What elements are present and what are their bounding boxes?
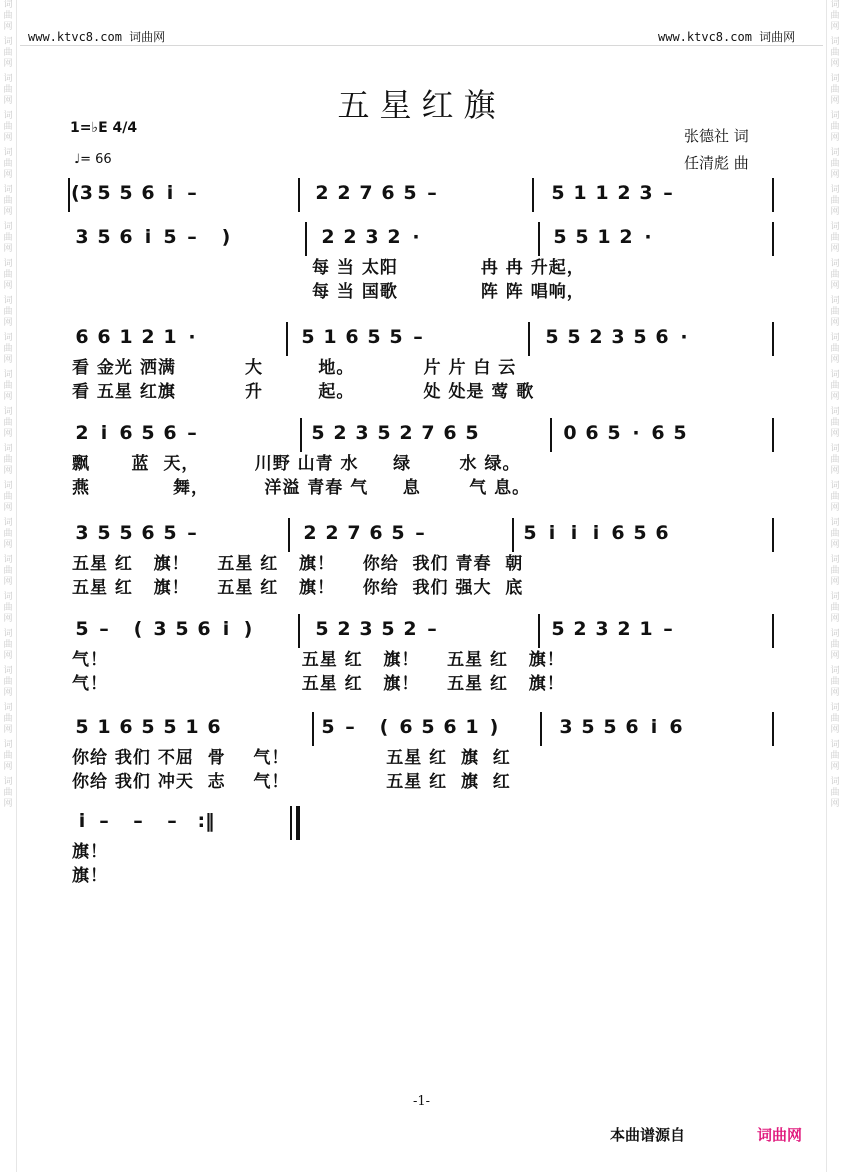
score-note: 2 (75, 422, 89, 444)
score-note: i (548, 522, 556, 544)
score-note: 5 (75, 716, 89, 738)
watermark-glyph: 词曲网 (3, 148, 13, 180)
score-note: – (133, 810, 143, 832)
final-repeat-bar (296, 806, 300, 840)
bar-line (312, 712, 314, 746)
score-note: 6 (443, 422, 457, 444)
score-note: 5 (97, 182, 111, 204)
watermark-glyph: 词曲网 (3, 555, 13, 587)
watermark-url-right: www.ktvc8.com 词曲网 (658, 30, 796, 44)
watermark-glyph: 词曲网 (830, 481, 840, 513)
score-note: 1 (185, 716, 199, 738)
score-note: 1 (573, 182, 587, 204)
score-note: ( (133, 618, 143, 640)
score-note: 5 (119, 522, 133, 544)
score-note: 5 (315, 618, 329, 640)
score-note: i (100, 422, 108, 444)
score-note: 3 (153, 618, 167, 640)
score-note: 3 (639, 182, 653, 204)
score-note: 0 (563, 422, 577, 444)
score-note: ) (221, 226, 231, 248)
bar-line (512, 518, 514, 552)
score-note: 6 (141, 522, 155, 544)
score-note: 2 (573, 618, 587, 640)
watermark-glyph: 词曲网 (3, 259, 13, 291)
score-note: 5 (321, 716, 335, 738)
score-note: i (78, 810, 86, 832)
watermark-glyph: 词曲网 (830, 185, 840, 217)
watermark-glyph: 词曲网 (830, 444, 840, 476)
score-note: 3 (75, 226, 89, 248)
score-note: 2 (617, 618, 631, 640)
score-note: 5 (301, 326, 315, 348)
watermark-glyph: 词曲网 (3, 703, 13, 735)
score-note: – (187, 182, 197, 204)
lyric-line: 看 金光 洒满 大 地。 片 片 白 云 (72, 358, 517, 378)
watermark-glyph: 词曲网 (3, 333, 13, 365)
bar-line (528, 322, 530, 356)
watermark-glyph: 词曲网 (830, 333, 840, 365)
score-note: ) (243, 618, 253, 640)
bar-line (550, 418, 552, 452)
watermark-glyph: 词曲网 (830, 37, 840, 69)
lyric-line: 飘 蓝 天， 川野 山青 水 绿 水 绿。 (72, 454, 521, 474)
score-note: 5 (141, 422, 155, 444)
score-note: 5 (603, 716, 617, 738)
score-note: 2 (387, 226, 401, 248)
lyric-line: 看 五星 红旗 升 起。 处 处是 莺 歌 (72, 382, 535, 402)
score-note: · (632, 422, 640, 444)
right-watermark-strip (826, 0, 843, 1172)
key-signature: 1=♭E 4/4 (70, 120, 138, 136)
watermark-glyph: 词曲网 (830, 148, 840, 180)
bar-line (286, 322, 288, 356)
score-note: 6 (345, 326, 359, 348)
score-note: 6 (399, 716, 413, 738)
score-note: 2 (337, 182, 351, 204)
score-note: 5 (553, 226, 567, 248)
score-note: 2 (617, 182, 631, 204)
bar-line (772, 614, 774, 648)
score-note: 5 (377, 422, 391, 444)
score-note: 6 (669, 716, 683, 738)
score-note: i (650, 716, 658, 738)
watermark-glyph: 词曲网 (830, 629, 840, 661)
score-note: 6 (443, 716, 457, 738)
score-note: 6 (141, 182, 155, 204)
bar-line (300, 418, 302, 452)
lyric-line: 每 当 太阳 冉 冉 升起， (312, 258, 585, 278)
bar-line (538, 614, 540, 648)
score-note: 3 (355, 422, 369, 444)
score-note: 2 (619, 226, 633, 248)
score-note: 2 (321, 226, 335, 248)
score-note: · (680, 326, 688, 348)
watermark-glyph: 词曲网 (3, 629, 13, 661)
score-note: 5 (175, 618, 189, 640)
score-note: – (167, 810, 177, 832)
watermark-glyph: 词曲网 (830, 370, 840, 402)
score-note: – (415, 522, 425, 544)
score-note: – (663, 618, 673, 640)
score-note: 7 (359, 182, 373, 204)
watermark-glyph: 词曲网 (830, 777, 840, 809)
score-note: 5 (633, 326, 647, 348)
score-note: 2 (589, 326, 603, 348)
watermark-glyph: 词曲网 (3, 407, 13, 439)
watermark-glyph: 词曲网 (3, 518, 13, 550)
left-watermark-strip (0, 0, 17, 1172)
bar-line (772, 418, 774, 452)
score-note: – (427, 182, 437, 204)
lyricist-credit: 张德社 词 (684, 127, 749, 145)
score-note: 7 (421, 422, 435, 444)
score-note: – (427, 618, 437, 640)
score-note: 6 (655, 522, 669, 544)
score-note: 5 (367, 326, 381, 348)
score-note: · (412, 226, 420, 248)
score-note: 5 (567, 326, 581, 348)
score-note: 5 (551, 618, 565, 640)
watermark-glyph: 词曲网 (3, 481, 13, 513)
score-note: 1 (595, 182, 609, 204)
score-note: 6 (655, 326, 669, 348)
watermark-glyph: 词曲网 (830, 740, 840, 772)
bar-line (772, 518, 774, 552)
score-note: 6 (585, 422, 599, 444)
score-note: 5 (575, 226, 589, 248)
bar-line (532, 178, 534, 212)
lyric-line: 你给 我们 不屈 骨 气！ 五星 红 旗 红 (72, 748, 511, 768)
score-note: 5 (163, 716, 177, 738)
watermark-glyph: 词曲网 (830, 666, 840, 698)
watermark-glyph: 词曲网 (830, 222, 840, 254)
score-note: 3 (595, 618, 609, 640)
score-note: 5 (673, 422, 687, 444)
score-note: 2 (303, 522, 317, 544)
score-note: ( (379, 716, 389, 738)
score-note: 5 (633, 522, 647, 544)
score-note: 5 (97, 226, 111, 248)
score-note: 7 (347, 522, 361, 544)
score-note: 1 (97, 716, 111, 738)
watermark-glyph: 词曲网 (830, 111, 840, 143)
score-note: 2 (337, 618, 351, 640)
bar-line (288, 518, 290, 552)
watermark-glyph: 词曲网 (3, 296, 13, 328)
score-note: i (570, 522, 578, 544)
score-note: 6 (75, 326, 89, 348)
watermark-glyph: 词曲网 (830, 259, 840, 291)
score-note: 5 (403, 182, 417, 204)
lyric-line: 气！ 五星 红 旗！ 五星 红 旗！ (72, 650, 565, 670)
header-divider (20, 45, 823, 46)
score-note: i (144, 226, 152, 248)
watermark-glyph: 词曲网 (3, 0, 13, 32)
score-note: 5 (465, 422, 479, 444)
score-note: 6 (119, 226, 133, 248)
score-note: 6 (651, 422, 665, 444)
score-note: 5 (523, 522, 537, 544)
score-note: · (644, 226, 652, 248)
bar-line (298, 178, 300, 212)
score-note: 5 (421, 716, 435, 738)
page-number: -1- (412, 1094, 431, 1109)
bar-line (772, 322, 774, 356)
lyric-line: 燕 舞， 洋溢 青春 气 息 气 息。 (72, 478, 531, 498)
score-note: (3 (71, 182, 93, 204)
score-note: 6 (207, 716, 221, 738)
watermark-glyph: 词曲网 (3, 370, 13, 402)
watermark-url-left: www.ktvc8.com 词曲网 (28, 30, 166, 44)
score-note: 5 (75, 618, 89, 640)
score-note: – (187, 422, 197, 444)
tempo-marking: ♩= 66 (74, 152, 112, 167)
watermark-glyph: 词曲网 (830, 518, 840, 550)
lyric-line: 旗！ (72, 842, 108, 862)
score-note: 1 (597, 226, 611, 248)
score-note: – (187, 226, 197, 248)
score-note: 6 (381, 182, 395, 204)
score-note: 6 (625, 716, 639, 738)
score-note: 2 (399, 422, 413, 444)
song-title: 五星红旗 (337, 86, 506, 124)
source-label: 本曲谱源自 (610, 1126, 686, 1144)
score-note: 1 (119, 326, 133, 348)
watermark-glyph: 词曲网 (3, 111, 13, 143)
score-note: 5 (97, 522, 111, 544)
watermark-glyph: 词曲网 (3, 37, 13, 69)
lyric-line: 五星 红 旗！ 五星 红 旗！ 你给 我们 强大 底 (72, 578, 524, 598)
score-note: · (188, 326, 196, 348)
score-note: – (345, 716, 355, 738)
watermark-glyph: 词曲网 (830, 296, 840, 328)
score-note: – (99, 618, 109, 640)
score-note: 5 (581, 716, 595, 738)
score-note: 3 (611, 326, 625, 348)
score-note: 6 (163, 422, 177, 444)
bar-line (538, 222, 540, 256)
score-note: ) (489, 716, 499, 738)
score-note: 5 (381, 618, 395, 640)
lyric-line: 每 当 国歌 阵 阵 唱响， (312, 282, 585, 302)
score-note: 6 (119, 716, 133, 738)
score-note: – (413, 326, 423, 348)
lyric-line: 旗！ (72, 866, 108, 886)
watermark-glyph: 词曲网 (830, 407, 840, 439)
watermark-glyph: 词曲网 (3, 592, 13, 624)
watermark-glyph: 词曲网 (3, 74, 13, 106)
watermark-glyph: 词曲网 (830, 555, 840, 587)
watermark-glyph: 词曲网 (830, 0, 840, 32)
watermark-glyph: 词曲网 (3, 666, 13, 698)
lyric-line: 五星 红 旗！ 五星 红 旗！ 你给 我们 青春 朝 (72, 554, 524, 574)
score-note: 6 (97, 326, 111, 348)
watermark-glyph: 词曲网 (830, 592, 840, 624)
lyric-line: 气！ 五星 红 旗！ 五星 红 旗！ (72, 674, 565, 694)
watermark-glyph: 词曲网 (3, 444, 13, 476)
bar-line (540, 712, 542, 746)
lyric-line: 你给 我们 冲天 志 气！ 五星 红 旗 红 (72, 772, 511, 792)
score-note: – (99, 810, 109, 832)
score-note: 5 (545, 326, 559, 348)
score-note: 2 (325, 522, 339, 544)
score-note: 5 (163, 226, 177, 248)
score-note: 5 (607, 422, 621, 444)
bar-line (772, 712, 774, 746)
watermark-glyph: 词曲网 (3, 222, 13, 254)
score-note: 2 (343, 226, 357, 248)
watermark-glyph: 词曲网 (3, 185, 13, 217)
score-note: 1 (465, 716, 479, 738)
bar-line (290, 806, 292, 840)
score-note: 6 (197, 618, 211, 640)
score-note: 5 (163, 522, 177, 544)
brand-logo-text[interactable]: 词曲网 (757, 1126, 803, 1144)
score-note: 5 (389, 326, 403, 348)
score-note: 6 (369, 522, 383, 544)
score-note: 1 (163, 326, 177, 348)
score-note: :‖ (197, 810, 215, 832)
composer-credit: 任清彪 曲 (684, 154, 749, 172)
score-note: 2 (403, 618, 417, 640)
score-note: 1 (639, 618, 653, 640)
score-note: i (222, 618, 230, 640)
score-note: 3 (359, 618, 373, 640)
bar-line (772, 178, 774, 212)
score-note: 5 (551, 182, 565, 204)
bar-line (68, 178, 70, 212)
score-note: 3 (75, 522, 89, 544)
score-note: 5 (311, 422, 325, 444)
watermark-glyph: 词曲网 (3, 777, 13, 809)
watermark-glyph: 词曲网 (3, 740, 13, 772)
watermark-glyph: 词曲网 (830, 74, 840, 106)
score-note: i (592, 522, 600, 544)
score-note: 3 (559, 716, 573, 738)
watermark-glyph: 词曲网 (830, 703, 840, 735)
score-note: 5 (391, 522, 405, 544)
bar-line (298, 614, 300, 648)
score-note: 2 (141, 326, 155, 348)
score-note: 2 (315, 182, 329, 204)
score-note: 6 (611, 522, 625, 544)
score-note: – (663, 182, 673, 204)
score-note: 2 (333, 422, 347, 444)
bar-line (305, 222, 307, 256)
score-note: 1 (323, 326, 337, 348)
bar-line (772, 222, 774, 256)
score-note: – (187, 522, 197, 544)
score-note: 5 (141, 716, 155, 738)
score-note: 5 (119, 182, 133, 204)
score-note: i (166, 182, 174, 204)
score-note: 6 (119, 422, 133, 444)
score-note: 3 (365, 226, 379, 248)
